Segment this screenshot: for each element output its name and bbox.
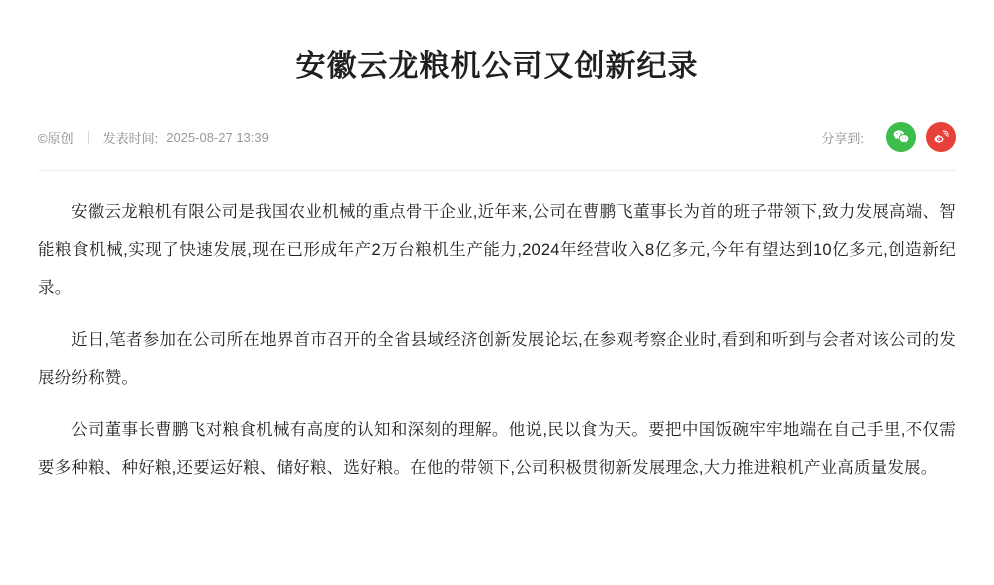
- article-paragraph: 近日,笔者参加在公司所在地界首市召开的全省县域经济创新发展论坛,在参观考察企业时,看到和听到与会者对该公司的发展纷纷称赞。: [38, 331, 956, 387]
- article-body: [28, 193, 966, 487]
- wechat-icon: [892, 128, 910, 146]
- article-meta-row: [28, 122, 966, 152]
- share-label: 分享到:: [821, 130, 864, 146]
- publish-time-value: 2025-08-27 13:39: [166, 129, 269, 145]
- article-paragraph: 公司董事长曹鹏飞对粮食机械有高度的认知和深刻的理解。他说,民以食为天。要把中国饭碗牢牢地端在自己手里,不仅需要多种粮、种好粮,还要运好粮、储好粮、选好粮。在他的带领下,公司积极贯彻新发展理念,大力推进粮机产业高质量发展。: [38, 421, 956, 477]
- original-badge: ©原创: [38, 130, 74, 146]
- page-title: 安徽云龙粮机公司又创新纪录: [295, 50, 699, 83]
- article-container: [0, 46, 994, 487]
- article-paragraph: 安徽云龙粮机有限公司是我国农业机械的重点骨干企业,近年来,公司在曹鹏飞董事长为首的班子带领下,致力发展高端、智能粮食机械,实现了快速发展,现在已形成年产2万台粮机生产能力,2024年经营收入8亿多元,今年有望达到10亿多元,创造新纪录。: [38, 203, 956, 297]
- wechat-share-button[interactable]: [886, 122, 916, 152]
- weibo-icon: [932, 128, 950, 146]
- publish-time-label: 发表时间:: [102, 130, 159, 146]
- header-divider: [38, 170, 956, 171]
- meta-divider: [88, 131, 89, 144]
- share-group: [821, 122, 956, 152]
- weibo-share-button[interactable]: [926, 122, 956, 152]
- meta-left-group: [38, 128, 269, 147]
